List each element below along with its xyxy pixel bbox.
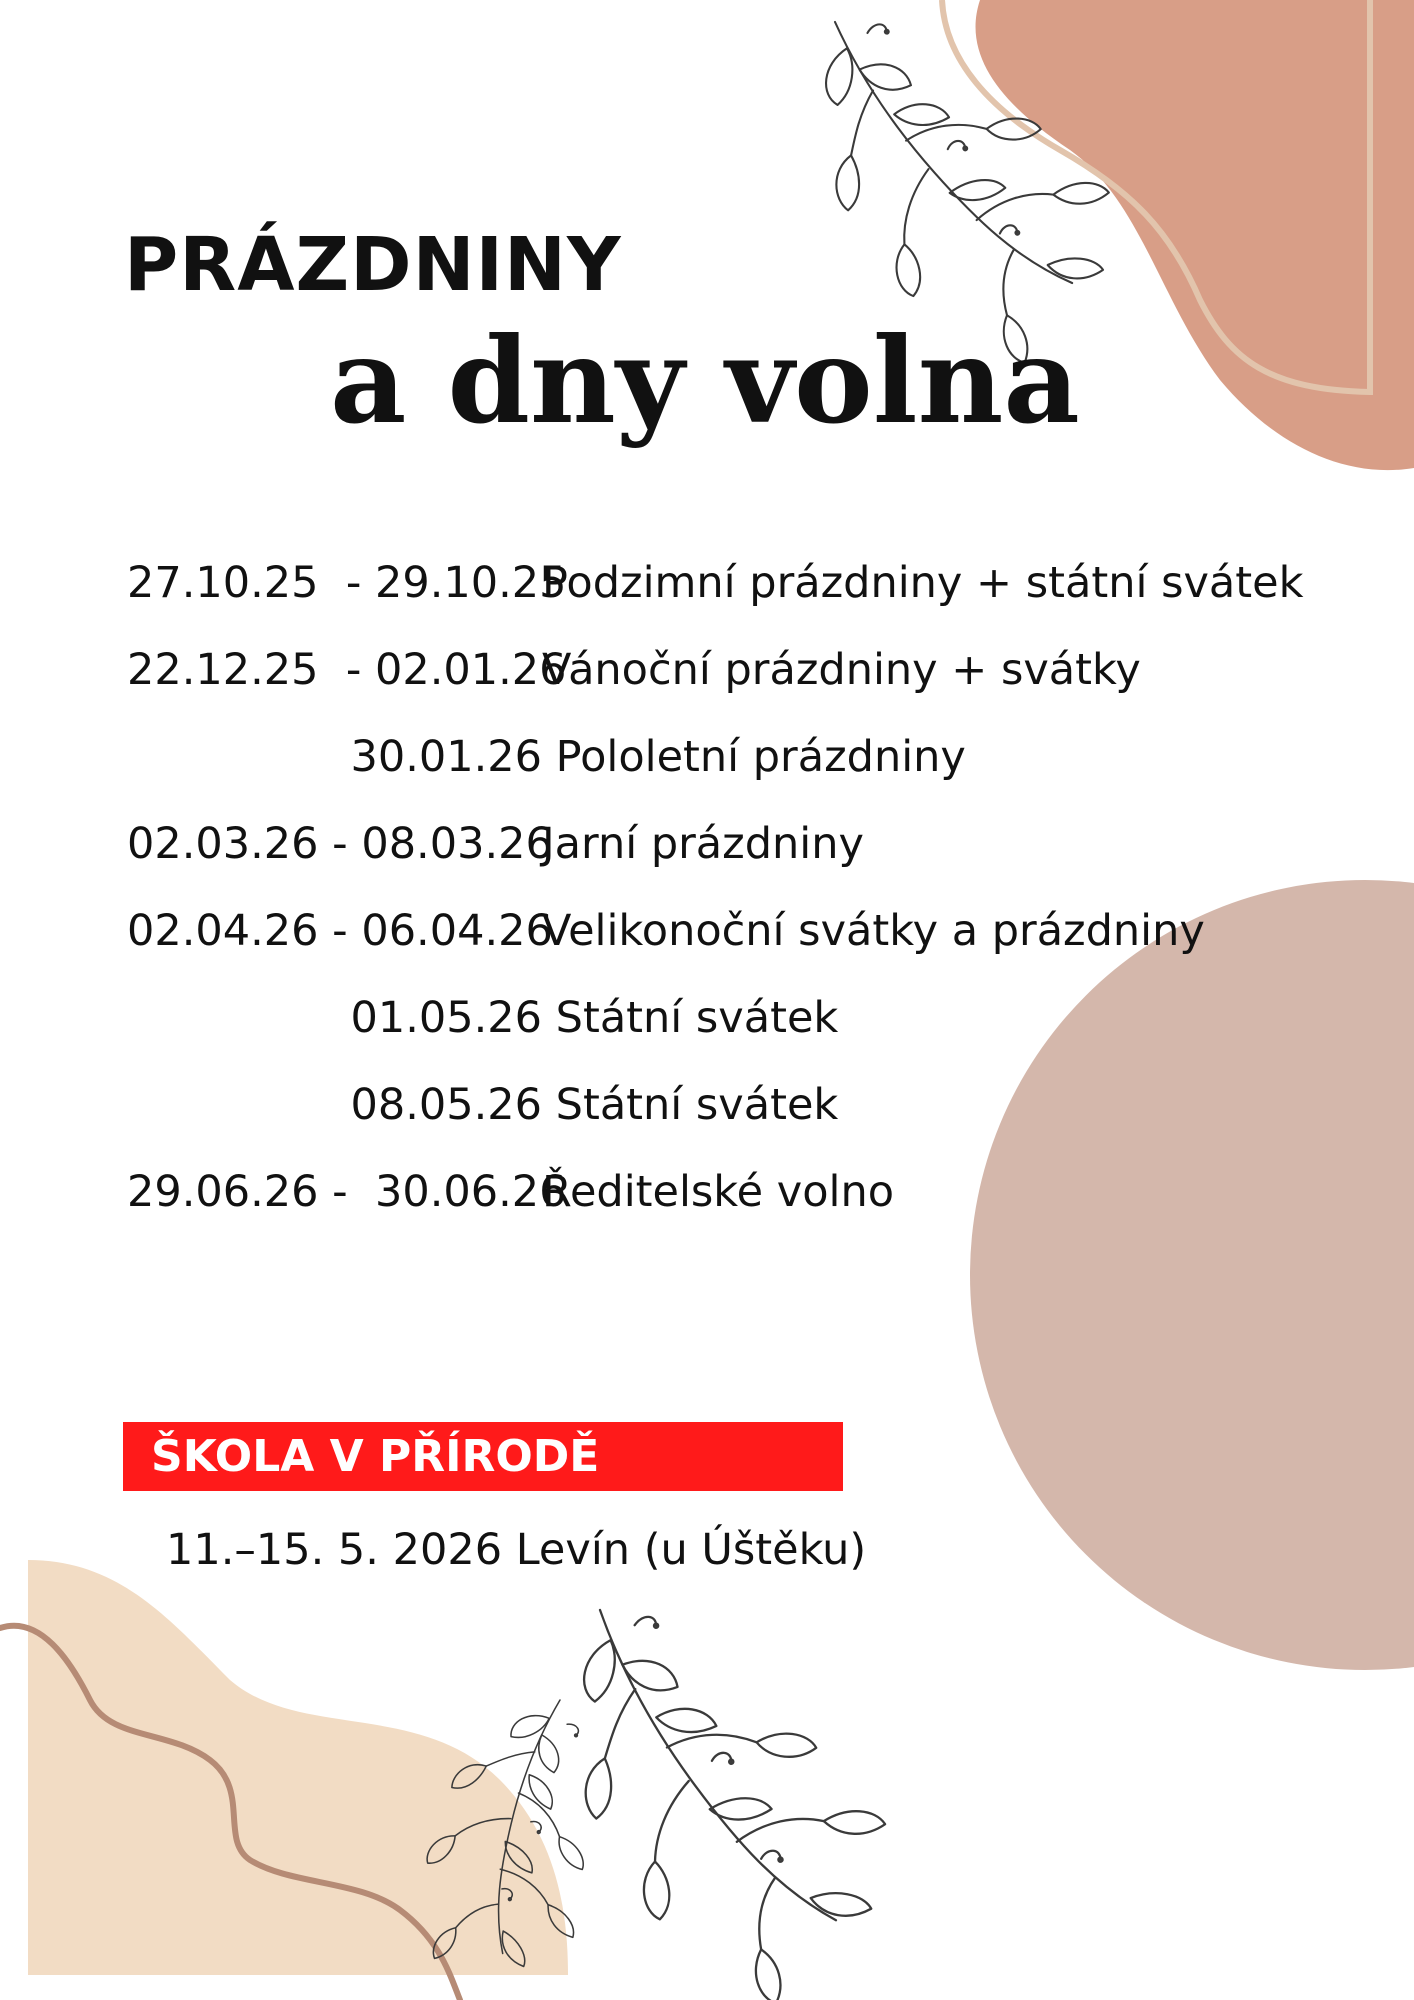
holiday-entry xyxy=(127,987,1357,1074)
holiday-entry xyxy=(127,1074,1357,1161)
holiday-dates: 02.04.26 - 06.04.26 xyxy=(127,906,553,956)
holiday-label: Jarní prázdniny xyxy=(542,819,864,869)
school-trip-heading: ŠKOLA V PŘÍRODĚ xyxy=(151,1431,600,1482)
holiday-label: Státní svátek xyxy=(555,993,839,1043)
holiday-dates: 22.12.25 - 02.01.26 xyxy=(127,645,567,695)
holiday-entry xyxy=(127,900,1357,987)
holiday-entry xyxy=(127,726,1357,813)
holiday-label: Ředitelské volno xyxy=(542,1167,895,1217)
holiday-label: Podzimní prázdniny + státní svátek xyxy=(542,558,1304,608)
holiday-label: Pololetní prázdniny xyxy=(555,732,966,782)
holiday-entry xyxy=(127,639,1357,726)
holiday-dates: 08.05.26 xyxy=(350,1080,542,1130)
holiday-dates: 30.01.26 xyxy=(350,732,542,782)
holiday-label: Velikonoční svátky a prázdniny xyxy=(542,906,1205,956)
holiday-entry xyxy=(127,813,1357,900)
holiday-list xyxy=(127,552,1357,1248)
holiday-entry xyxy=(127,552,1357,639)
school-trip-banner xyxy=(123,1422,843,1491)
holiday-label: Státní svátek xyxy=(555,1080,839,1130)
holiday-dates: 02.03.26 - 08.03.26 xyxy=(127,819,553,869)
holiday-dates: 29.06.26 - 30.06.26 xyxy=(127,1167,567,1217)
page-title: PRÁZDNINY xyxy=(124,222,622,308)
page-subtitle: a dny volna xyxy=(330,311,1080,450)
school-trip-detail: 11.–15. 5. 2026 Levín (u Úštěku) xyxy=(166,1525,867,1575)
bottom-leaf-sprig-icon xyxy=(554,1568,912,2000)
holiday-dates: 01.05.26 xyxy=(350,993,542,1043)
holiday-label: Vánoční prázdniny + svátky xyxy=(542,645,1141,695)
holiday-dates: 27.10.25 - 29.10.25 xyxy=(127,558,567,608)
holiday-entry xyxy=(127,1161,1357,1248)
